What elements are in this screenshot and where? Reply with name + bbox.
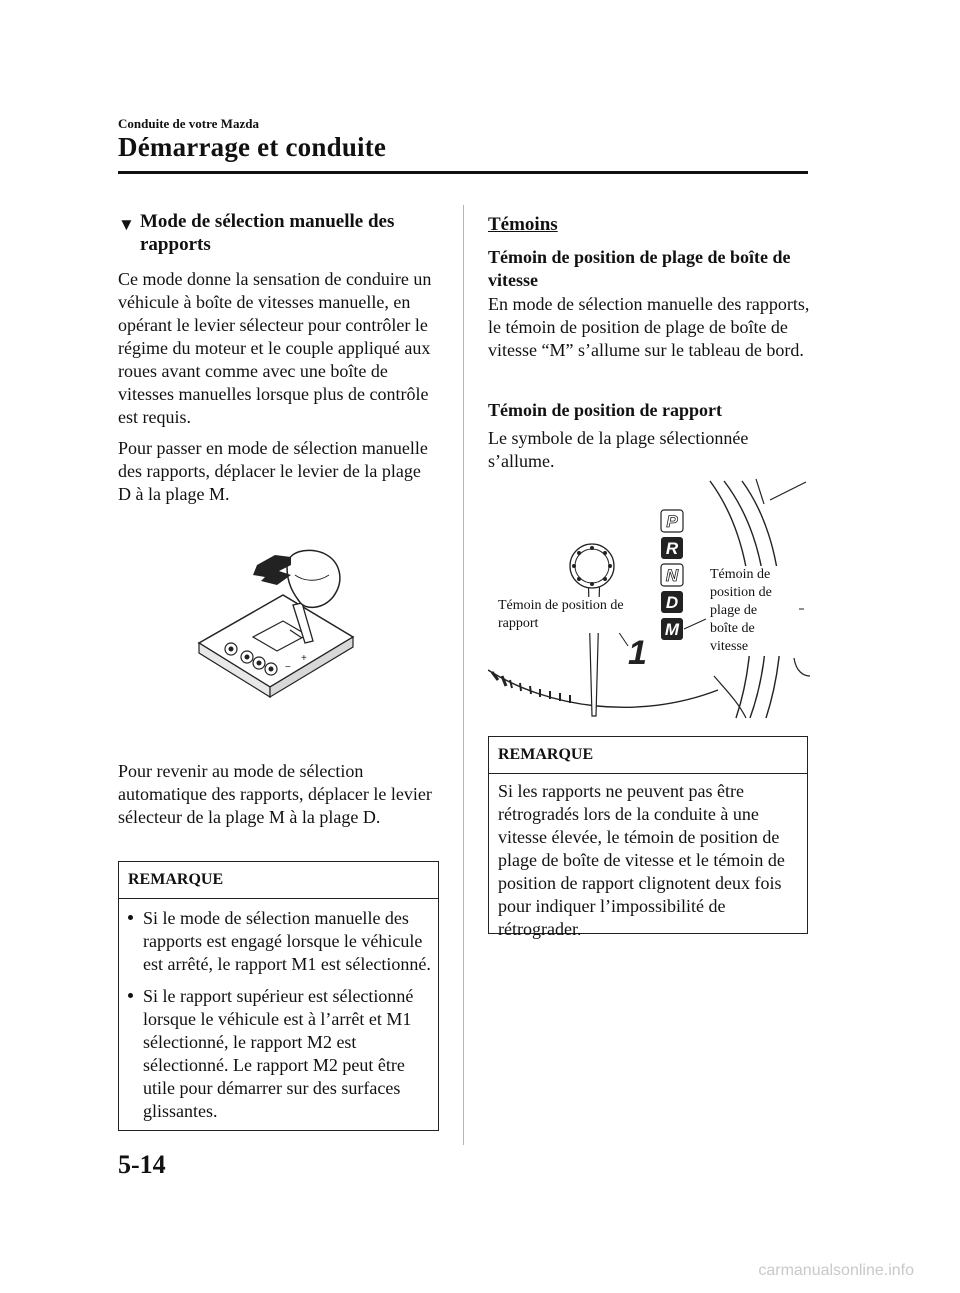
shift-lever-illustration: [195, 545, 370, 715]
right-note-text: Si les rapports ne peuvent pas être rétrogradés lors de la conduite à une vitesse élevée, le témoin de position de plage de boîte de vitesse et le témoin de position de rapport clignotent deux fois pour indiquer l’impossibilité de rétrograder.: [498, 781, 785, 939]
right-note-box: [488, 736, 808, 939]
left-para-1: Ce mode donne la sensation de conduire un véhicule à boîte de vitesses manuelle, en opérant le levier sélecteur pour contrôler le régime du moteur et le couple appliqué aux roues avant comme avec une boîte de vitesses manuelles lorsque plus de contrôle est requis.: [118, 269, 432, 427]
left-para-2: Pour passer en mode de sélection manuelle des rapports, déplacer le levier de la plage D à la plage M.: [118, 438, 428, 504]
title-rule: [118, 171, 808, 174]
range-indicator-label: Témoin de position de plage de boîte de vitesse: [710, 566, 786, 656]
range-letter-r: R: [665, 539, 679, 558]
page-title: Démarrage et conduite: [118, 132, 387, 162]
gear-indicator-subheading: Témoin de position de rapport: [488, 400, 723, 420]
left-note-box: [118, 861, 439, 1131]
watermark: carmanualsonline.info: [758, 1262, 914, 1279]
right-note-title: REMARQUE: [489, 737, 807, 774]
mode-heading: Mode de sélection manuelle des rapports: [140, 211, 395, 255]
range-letter-d: D: [665, 593, 679, 612]
range-indicator-subheading: Témoin de position de plage de boîte de vitesse: [488, 247, 791, 290]
gear-indicator-label: Témoin de position de rapport: [498, 597, 648, 633]
section-label: Conduite de votre Mazda: [118, 116, 259, 131]
page-number: 5-14: [118, 1150, 166, 1179]
left-note-item: Si le mode de sélection manuelle des rapports est engagé lorsque le véhicule est arrêté, le rapport M1 est sélectionné.: [119, 907, 438, 976]
gear-digit: 1: [628, 634, 647, 672]
lever-minus-mark: −: [285, 662, 291, 673]
left-para-3: Pour revenir au mode de sélection automatique des rapports, déplacer le levier sélecteur de la plage M à la plage D.: [118, 761, 432, 827]
down-triangle-icon: ▼: [118, 215, 135, 234]
lever-plus-mark: +: [301, 653, 307, 664]
column-divider: [463, 205, 464, 1145]
right-para-1: En mode de sélection manuelle des rapports, le témoin de position de plage de boîte de vitesse “M” s’allume sur le tableau de bord.: [488, 294, 810, 360]
right-para-2: Le symbole de la plage sélectionnée s’allume.: [488, 428, 749, 471]
range-letter-p: P: [666, 512, 678, 531]
range-letter-n: N: [665, 566, 679, 585]
left-note-item: Si le rapport supérieur est sélectionné lorsque le véhicule est à l’arrêt et M1 sélectionné, le rapport M2 est sélectionné. Le rapport M2 peut être utile pour démarrer sur des surfaces glissantes.: [119, 985, 438, 1123]
left-note-list: [119, 899, 438, 1123]
range-letter-m: M: [664, 620, 680, 639]
temoins-heading: Témoins: [488, 214, 558, 235]
left-heading-block: [118, 210, 448, 256]
left-note-title: REMARQUE: [119, 862, 438, 899]
